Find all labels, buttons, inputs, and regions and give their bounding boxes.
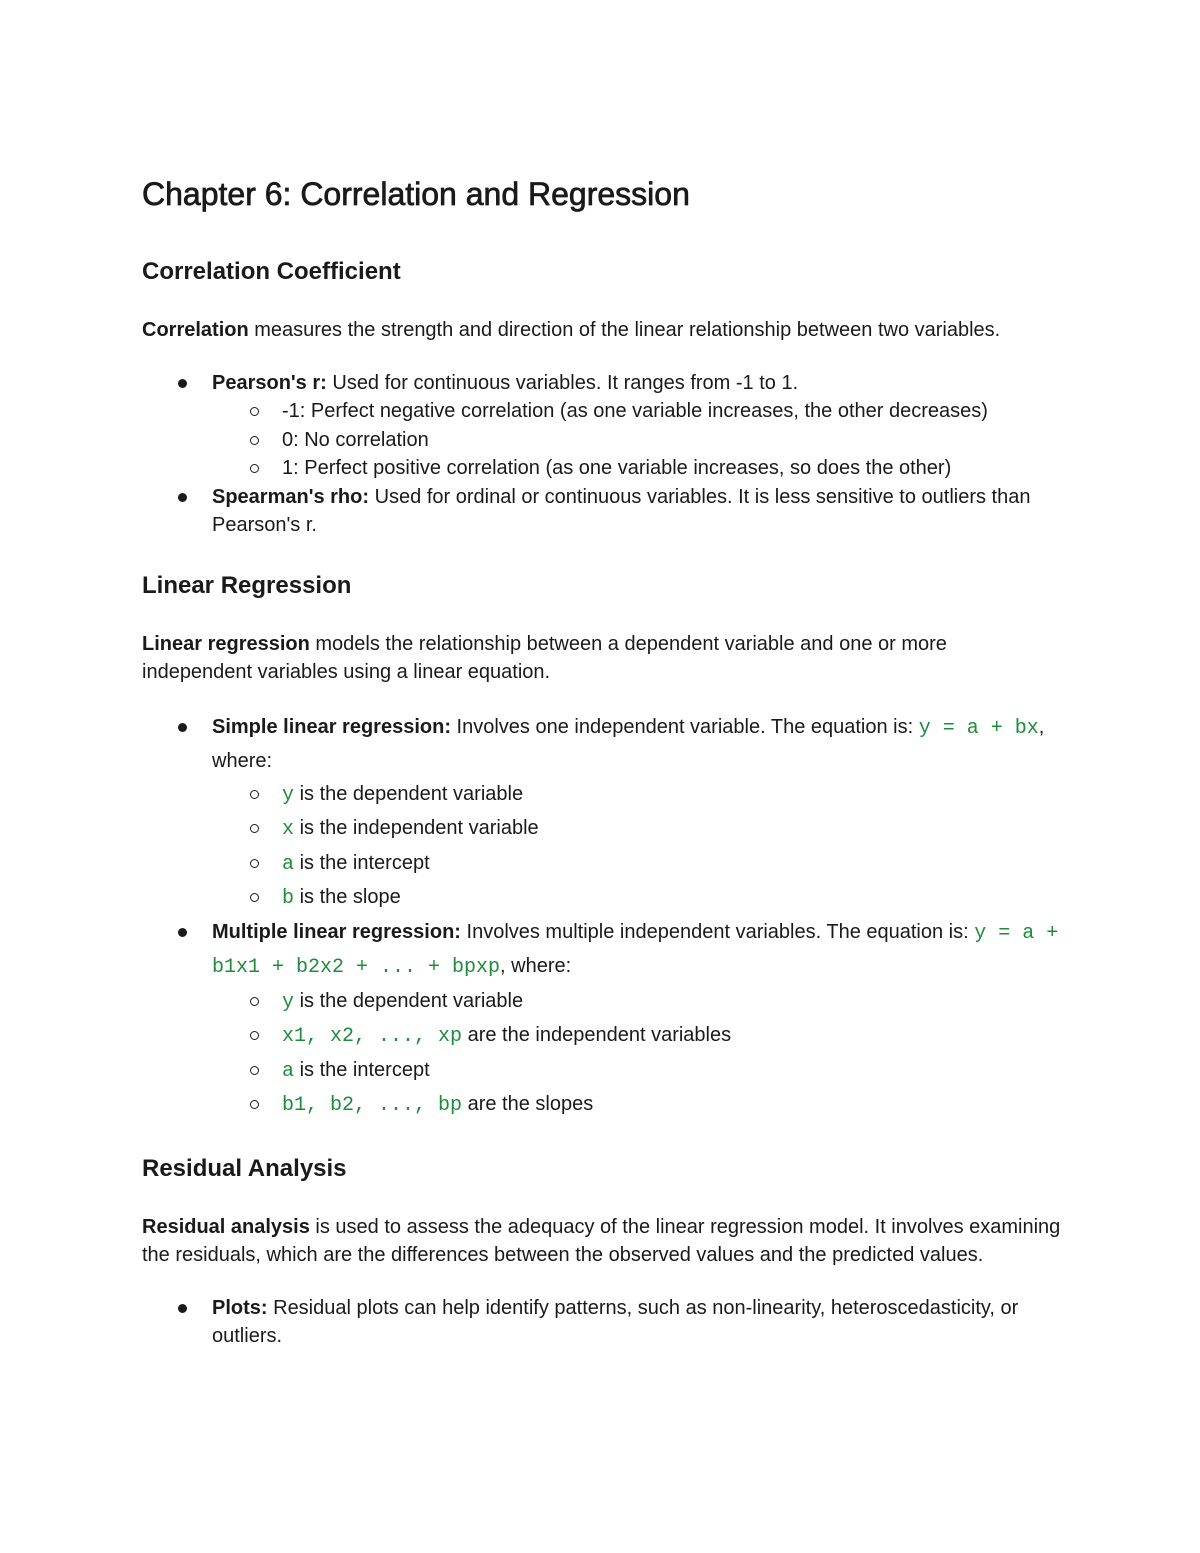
- sub-list-pearson: [212, 397, 1062, 483]
- variable-code: y: [282, 990, 295, 1014]
- section-heading-regression: Linear Regression: [142, 571, 352, 599]
- list-item-plots: [142, 1294, 1062, 1351]
- page-title: Chapter 6: Correlation and Regression: [142, 176, 690, 212]
- item-text: Used for ordinal or continuous variables. It is less sensitive to outliers than Pearson's r.: [212, 485, 1031, 536]
- term-multiple-regression: Multiple linear regression:: [212, 920, 461, 943]
- bullet-icon: [178, 379, 187, 388]
- variable-code: x1, x2, ..., xp: [282, 1025, 463, 1048]
- sub-list-item: [142, 985, 1062, 1020]
- document-page: [142, 170, 1062, 1379]
- circle-bullet-icon: [250, 1066, 259, 1075]
- sub-list-item: [142, 1054, 1062, 1089]
- sub-item-text: is the slope: [294, 886, 401, 908]
- bullet-icon: [178, 1304, 187, 1313]
- variable-code: a: [282, 1059, 295, 1083]
- sub-list-item: [142, 454, 1062, 483]
- circle-bullet-icon: [250, 790, 259, 799]
- sub-list-item: [142, 1019, 1062, 1054]
- variable-code: y: [282, 783, 295, 807]
- circle-bullet-icon: [250, 893, 259, 902]
- item-text: Residual plots can help identify patterns, such as non-linearity, heteroscedasticity, or outliers.: [212, 1296, 1019, 1347]
- sub-item-text: 1: Perfect positive correlation (as one variable increases, so does the other): [282, 457, 952, 479]
- sub-item-text: is the dependent variable: [294, 782, 524, 805]
- circle-bullet-icon: [250, 1031, 259, 1040]
- term-simple-regression: Simple linear regression:: [212, 715, 451, 738]
- sub-item-text: is the intercept: [294, 851, 430, 874]
- circle-bullet-icon: [250, 824, 259, 833]
- sub-list-simple: [212, 778, 1062, 916]
- paragraph-regression-intro: [142, 630, 1062, 687]
- item-text: Involves one independent variable. The equation is:: [450, 715, 919, 738]
- sub-list-multiple: [212, 985, 1062, 1123]
- intro-text: measures the strength and direction of the linear relationship between two variables.: [248, 319, 1001, 341]
- term-correlation: Correlation: [142, 319, 249, 341]
- sub-item-text: are the slopes: [462, 1093, 594, 1115]
- item-text: Used for continuous variables. It ranges from -1 to 1.: [326, 371, 799, 394]
- section-heading-residual: Residual Analysis: [142, 1154, 347, 1182]
- bullet-icon: [178, 723, 187, 732]
- circle-bullet-icon: [250, 436, 259, 445]
- intro-text: is used to assess the adequacy of the linear regression model. It involves examining the residuals, which are the differences between the observed values and the predicted values.: [142, 1215, 1061, 1266]
- paragraph-residual-intro: [142, 1213, 1062, 1270]
- bullet-icon: [178, 928, 187, 937]
- bullet-list-correlation: [142, 369, 1062, 540]
- sub-item-text: 0: No correlation: [282, 428, 429, 451]
- sub-list-item: [142, 778, 1062, 813]
- equation-simple: y = a + bx: [918, 716, 1039, 740]
- bullet-list-residual: [142, 1294, 1062, 1351]
- sub-list-item: [142, 426, 1062, 455]
- circle-bullet-icon: [250, 464, 259, 473]
- variable-code: b1, b2, ..., bp: [282, 1094, 463, 1117]
- equation-multiple: y = a + b1x1 + b2x2 + ... + bpxp: [212, 921, 1059, 979]
- sub-item-text: are the independent variables: [462, 1024, 732, 1046]
- bullet-list-regression: [142, 711, 1062, 1123]
- sub-item-text: -1: Perfect negative correlation (as one variable increases, the other decreases): [282, 400, 988, 422]
- term-residual-analysis: Residual analysis: [142, 1215, 310, 1238]
- paragraph-correlation-intro: [142, 316, 1062, 345]
- intro-text: models the relationship between a dependent variable and one or more independent variables using a linear equation.: [142, 632, 947, 683]
- item-text: Involves multiple independent variables. The equation is:: [460, 920, 975, 943]
- circle-bullet-icon: [250, 859, 259, 868]
- term-linear-regression: Linear regression: [142, 632, 310, 655]
- circle-bullet-icon: [250, 997, 259, 1006]
- item-text-after: , where:: [212, 715, 1045, 772]
- term-spearman: Spearman's rho:: [212, 485, 370, 508]
- circle-bullet-icon: [250, 407, 259, 416]
- list-item-simple-regression: [142, 711, 1062, 916]
- section-heading-correlation: Correlation Coefficient: [142, 258, 401, 285]
- variable-code: x: [282, 818, 295, 841]
- list-item-multiple-regression: [142, 916, 1062, 1123]
- sub-list-item: [142, 847, 1062, 882]
- sub-list-item: [142, 397, 1062, 426]
- list-item-spearman: [142, 483, 1062, 540]
- sub-item-text: is the independent variable: [294, 817, 539, 839]
- term-pearson: Pearson's r:: [212, 371, 327, 394]
- variable-code: b: [282, 887, 295, 910]
- item-text-after: , where:: [500, 955, 572, 977]
- circle-bullet-icon: [250, 1100, 259, 1109]
- sub-item-text: is the dependent variable: [294, 989, 524, 1012]
- sub-list-item: [142, 881, 1062, 916]
- sub-list-item: [142, 1088, 1062, 1123]
- variable-code: a: [282, 852, 295, 876]
- bullet-icon: [178, 493, 187, 502]
- sub-list-item: [142, 812, 1062, 847]
- list-item-pearson: [142, 369, 1062, 483]
- sub-item-text: is the intercept: [294, 1058, 430, 1081]
- term-plots: Plots:: [212, 1296, 268, 1319]
